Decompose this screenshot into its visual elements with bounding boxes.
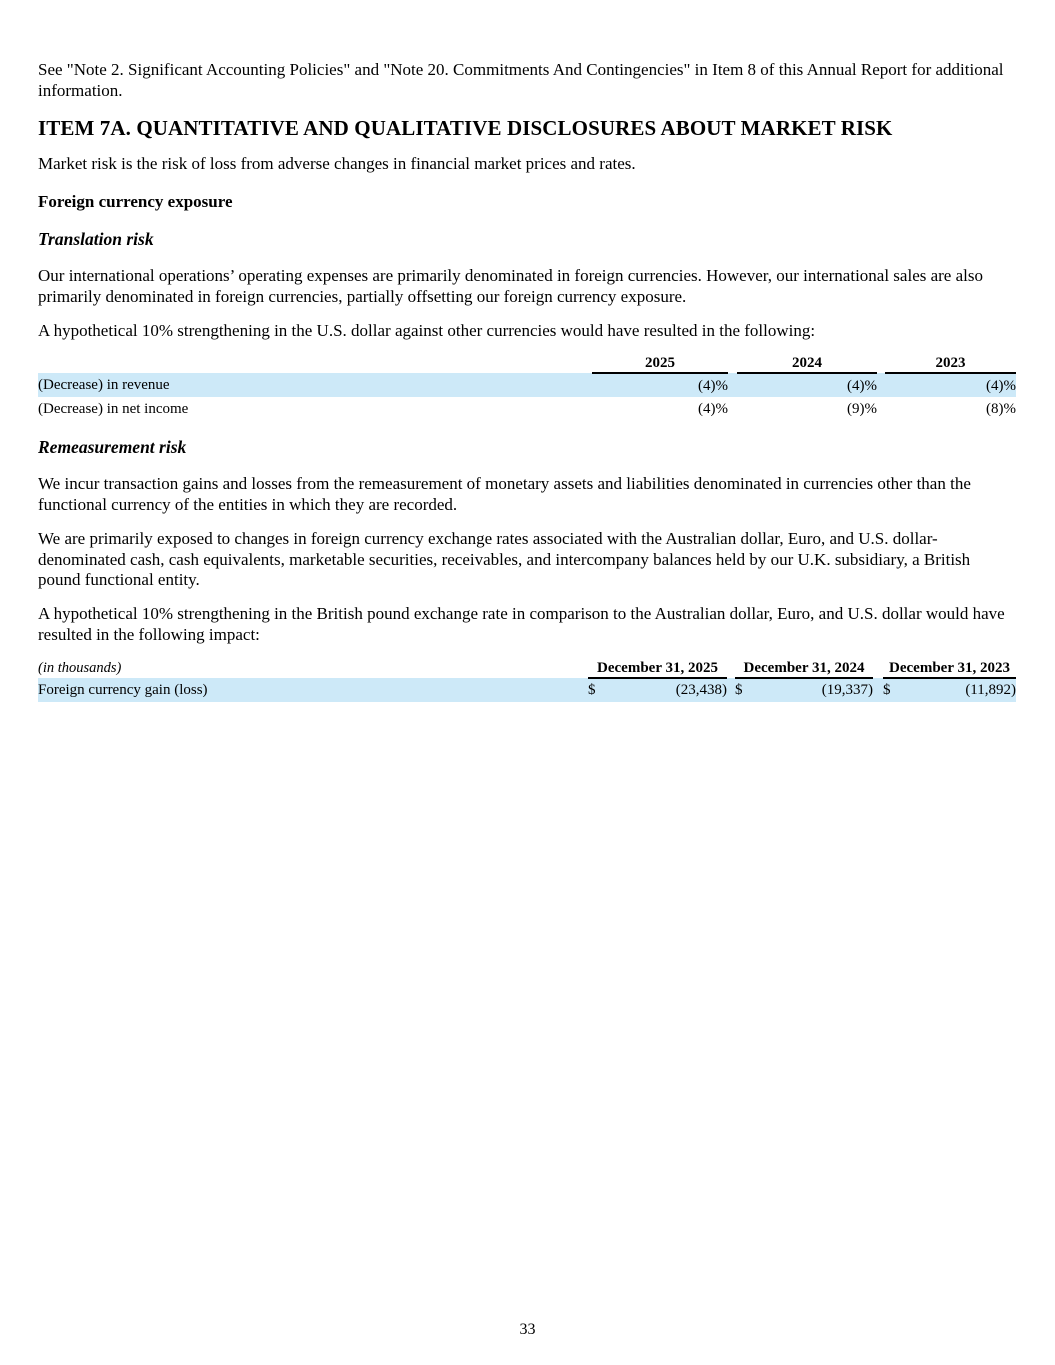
translation-table-header-row [38,354,1016,373]
translation-impact-table [38,354,1016,420]
page-number: 33 [519,1321,536,1338]
remeasurement-paragraph-2: We are primarily exposed to changes in foreign currency exchange rates associated with the Australian dollar, Euro, and U.S. dollar-denominated cash, cash equivalents, marketable securities, receivables, and intercompany balances held by our U.K. subsidiary, a British pound functional entity. [38,528,971,590]
currency-symbol-2025: $ [588,678,614,702]
market-risk-intro-paragraph: Market risk is the risk of loss from adverse changes in financial market prices and rates. [38,154,636,174]
foreign-currency-exposure-heading: Foreign currency exposure [38,192,233,212]
value-dec-31-2023: (11,892) [907,678,1016,702]
row-label: Foreign currency gain (loss) [38,678,588,702]
value-2024: (9)% [847,400,877,417]
column-gap [877,397,885,420]
remeasurement-risk-heading: Remeasurement risk [38,437,187,458]
value-2023: (4)% [885,373,1016,397]
currency-symbol-2024: $ [735,678,761,702]
remeasurement-table-header-row [38,659,1016,678]
column-gap [728,373,737,397]
column-header-dec-31-2024: December 31, 2024 [735,659,873,678]
column-header-dec-31-2023: December 31, 2023 [883,659,1016,678]
column-header-dec-31-2025: December 31, 2025 [588,659,727,678]
translation-risk-paragraph: Our international operations’ operating expenses are primarily denominated in foreign currencies. However, our international sales are also primarily denominated in foreign currencies, partially offsetting our foreign currency exposure. [38,266,983,306]
value-2024: (4)% [737,373,877,397]
column-header-2024: 2024 [737,354,877,373]
row-label: (Decrease) in net income [38,400,189,417]
remeasurement-paragraph-1: We incur transaction gains and losses from the remeasurement of monetary assets and liabilities denominated in currencies other than the functional currency of the entities in which they are recorded. [38,474,971,515]
hypothetical-gbp-paragraph: A hypothetical 10% strengthening in the British pound exchange rate in comparison to the Australian dollar, Euro, and U.S. dollar would have resulted in the following impact: [38,604,1005,644]
value-2025: (4)% [592,373,728,397]
hypothetical-usd-paragraph: A hypothetical 10% strengthening in the U.S. dollar against other currencies would have resulted in the following: [38,320,816,340]
value-dec-31-2025: (23,438) [614,678,727,702]
column-header-2023: 2023 [885,354,1016,373]
column-gap [877,354,885,373]
value-2023: (8)% [986,400,1016,417]
column-gap [728,354,737,373]
column-gap [727,678,735,702]
column-header-2025: 2025 [592,354,728,373]
column-gap [728,397,737,420]
table-row-decrease-in-revenue [38,373,1016,397]
column-gap [873,659,883,678]
intro-note-paragraph: See "Note 2. Significant Accounting Policies" and "Note 20. Commitments And Contingencies" in Item 8 of this Annual Report for additional information. [38,60,1004,100]
table-caption-in-thousands: (in thousands) [38,660,122,677]
column-gap [727,659,735,678]
column-gap [877,373,885,397]
translation-risk-heading: Translation risk [38,229,154,250]
value-2025: (4)% [698,400,728,417]
table-row-decrease-in-net-income [38,397,1016,420]
column-gap [873,678,883,702]
remeasurement-impact-table [38,659,1016,702]
row-label: (Decrease) in revenue [38,373,592,397]
item-7a-heading: ITEM 7A. QUANTITATIVE AND QUALITATIVE DISCLOSURES ABOUT MARKET RISK [38,116,893,141]
table-row-foreign-currency-gain-loss [38,678,1016,702]
value-dec-31-2024: (19,337) [761,678,873,702]
currency-symbol-2023: $ [883,678,907,702]
translation-table-label-header [38,354,592,373]
